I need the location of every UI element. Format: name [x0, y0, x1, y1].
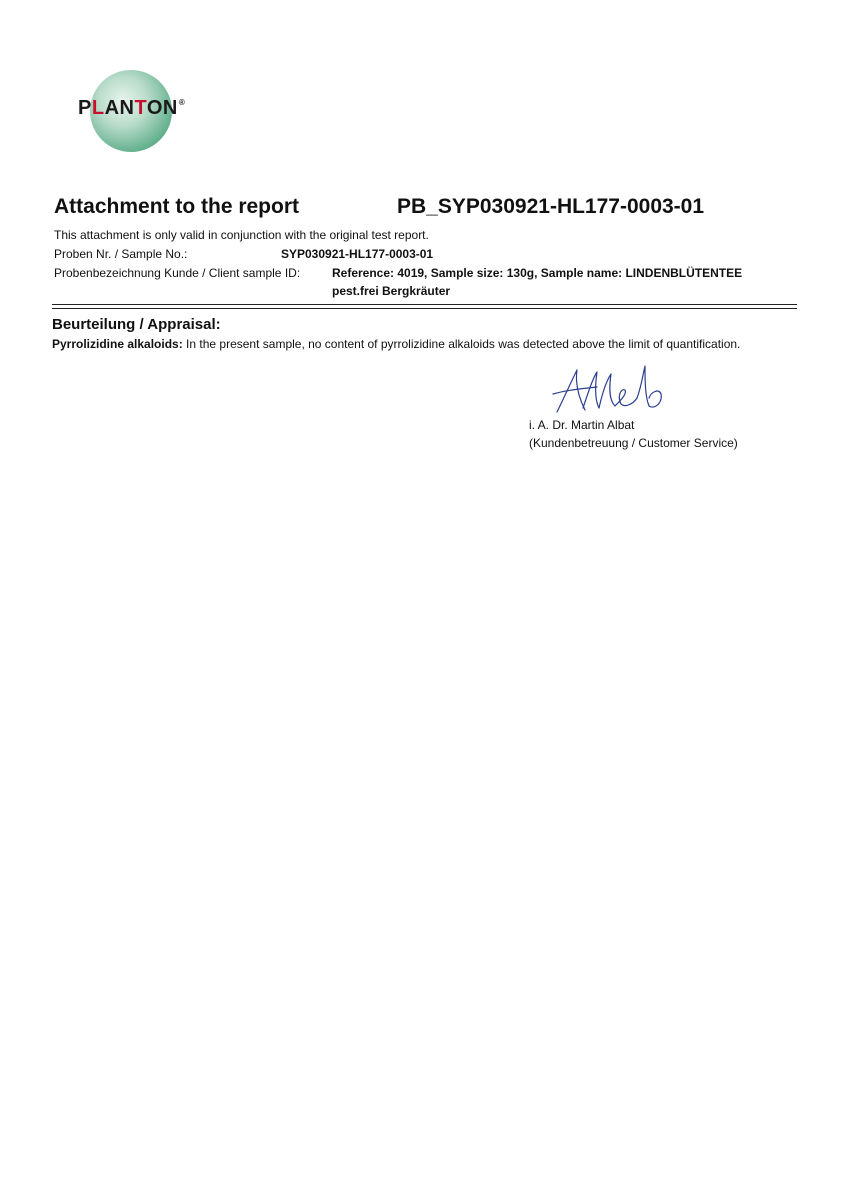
logo-text: PLANTON® — [78, 97, 186, 119]
sample-number-value: SYP030921-HL177-0003-01 — [281, 247, 434, 261]
client-sample-value: Reference: 4019, Sample size: 130g, Sample name: LINDENBLÜTENTEE — [332, 266, 743, 280]
appraisal-label: Pyrrolizidine alkaloids: — [52, 337, 183, 351]
appraisal-heading: Beurteilung / Appraisal: — [52, 316, 221, 333]
signature-image — [545, 360, 675, 420]
document-title: Attachment to the report — [54, 195, 300, 218]
report-id: PB_SYP030921-HL177-0003-01 — [397, 195, 705, 218]
validity-note: This attachment is only valid in conjunction with the original test report. — [54, 228, 429, 242]
title-row — [54, 195, 794, 225]
divider-rule — [52, 304, 797, 305]
planton-logo — [72, 68, 202, 152]
signer-role: (Kundenbetreuung / Customer Service) — [529, 436, 738, 450]
appraisal-text — [52, 337, 740, 351]
sample-number-label: Proben Nr. / Sample No.: — [54, 247, 188, 261]
client-sample-value-continued: pest.frei Bergkräuter — [332, 284, 451, 298]
divider-rule — [52, 308, 797, 309]
client-sample-label: Probenbezeichnung Kunde / Client sample ID: — [54, 266, 301, 280]
appraisal-result: In the present sample, no content of pyrrolizidine alkaloids was detected above the limit of quantification. — [182, 337, 741, 351]
signer-name: i. A. Dr. Martin Albat — [529, 418, 635, 432]
